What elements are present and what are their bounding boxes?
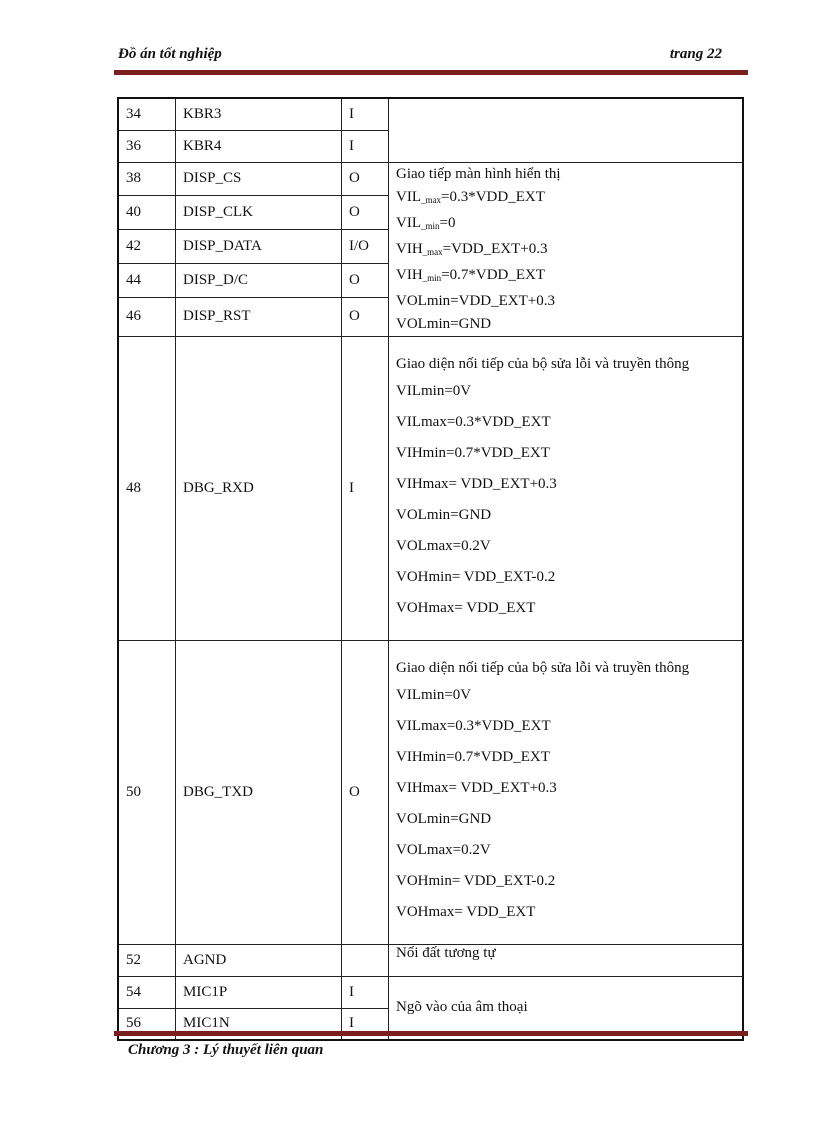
table-row bbox=[118, 336, 743, 640]
pin-number: 42 bbox=[118, 230, 176, 264]
pin-name: KBR3 bbox=[176, 98, 342, 130]
pin-type: I/O bbox=[342, 230, 389, 264]
pin-number: 36 bbox=[118, 130, 176, 162]
table-row bbox=[118, 162, 743, 196]
pin-name: DISP_RST bbox=[176, 298, 342, 336]
page-number: trang 22 bbox=[669, 46, 722, 62]
pin-type: I bbox=[342, 336, 389, 640]
pin-number: 46 bbox=[118, 298, 176, 336]
pin-number: 38 bbox=[118, 162, 176, 196]
pin-description: Giao diện nối tiếp của bộ sửa lỗi và truyền thông VILmin=0V VILmax=0.3*VDD_EXT VIHmin=0.7*VDD_EXT VIHmax= VDD_EXT+0.3 VOLmin=GND VOLmax=0.2V VOHmin= VDD_EXT-0.2 VOHmax= VDD_EXT bbox=[389, 640, 744, 944]
pin-type: I bbox=[342, 976, 389, 1008]
pin-type: O bbox=[342, 640, 389, 944]
pin-number: 52 bbox=[118, 944, 176, 976]
table-row bbox=[118, 944, 743, 976]
pin-name: DBG_TXD bbox=[176, 640, 342, 944]
pin-number: 40 bbox=[118, 196, 176, 230]
pin-number: 50 bbox=[118, 640, 176, 944]
pin-description: Giao diện nối tiếp của bộ sửa lỗi và truyền thông VILmin=0V VILmax=0.3*VDD_EXT VIHmin=0.7*VDD_EXT VIHmax= VDD_EXT+0.3 VOLmin=GND VOLmax=0.2V VOHmin= VDD_EXT-0.2 VOHmax= VDD_EXT bbox=[389, 336, 744, 640]
pin-type: I bbox=[342, 130, 389, 162]
pin-description: Ngõ vào của âm thoại bbox=[389, 976, 744, 1040]
table-row bbox=[118, 640, 743, 944]
pin-name: DBG_RXD bbox=[176, 336, 342, 640]
pin-name: DISP_CLK bbox=[176, 196, 342, 230]
chapter-footer: Chương 3 : Lý thuyết liên quan bbox=[128, 1042, 324, 1058]
document-title: Đồ án tốt nghiệp bbox=[118, 46, 222, 62]
table-row bbox=[118, 976, 743, 1008]
pin-type bbox=[342, 944, 389, 976]
page-header bbox=[118, 46, 722, 68]
pin-number: 56 bbox=[118, 1008, 176, 1040]
pin-name: MIC1P bbox=[176, 976, 342, 1008]
header-rule bbox=[114, 70, 748, 75]
pin-name: DISP_DATA bbox=[176, 230, 342, 264]
pin-name: MIC1N bbox=[176, 1008, 342, 1040]
pin-number: 48 bbox=[118, 336, 176, 640]
pin-number: 54 bbox=[118, 976, 176, 1008]
pin-name: KBR4 bbox=[176, 130, 342, 162]
pin-description bbox=[389, 98, 744, 162]
pin-number: 44 bbox=[118, 264, 176, 298]
pin-type: O bbox=[342, 298, 389, 336]
pin-type: I bbox=[342, 98, 389, 130]
pin-name: DISP_CS bbox=[176, 162, 342, 196]
pin-number: 34 bbox=[118, 98, 176, 130]
pin-name: AGND bbox=[176, 944, 342, 976]
footer-rule bbox=[114, 1031, 748, 1036]
pin-type: O bbox=[342, 264, 389, 298]
pin-table bbox=[117, 97, 744, 1041]
pin-type: O bbox=[342, 162, 389, 196]
pin-type: O bbox=[342, 196, 389, 230]
pin-description: Giao tiếp màn hình hiển thị $VIL_{\_max}=0.3*VDD\_EXT$ $VIL_{\_min}=0$ $VIH_{\_max}=VDD\_EXT+0.3$ $VIH_{\_min}=0.7*VDD\_EXT$ VOLmin=VDD_EXT+0.3 VOLmin=GND bbox=[389, 162, 744, 336]
pin-name: DISP_D/C bbox=[176, 264, 342, 298]
table-row bbox=[118, 98, 743, 130]
pin-description: Nối đất tương tự bbox=[389, 944, 744, 976]
pin-type: I bbox=[342, 1008, 389, 1040]
